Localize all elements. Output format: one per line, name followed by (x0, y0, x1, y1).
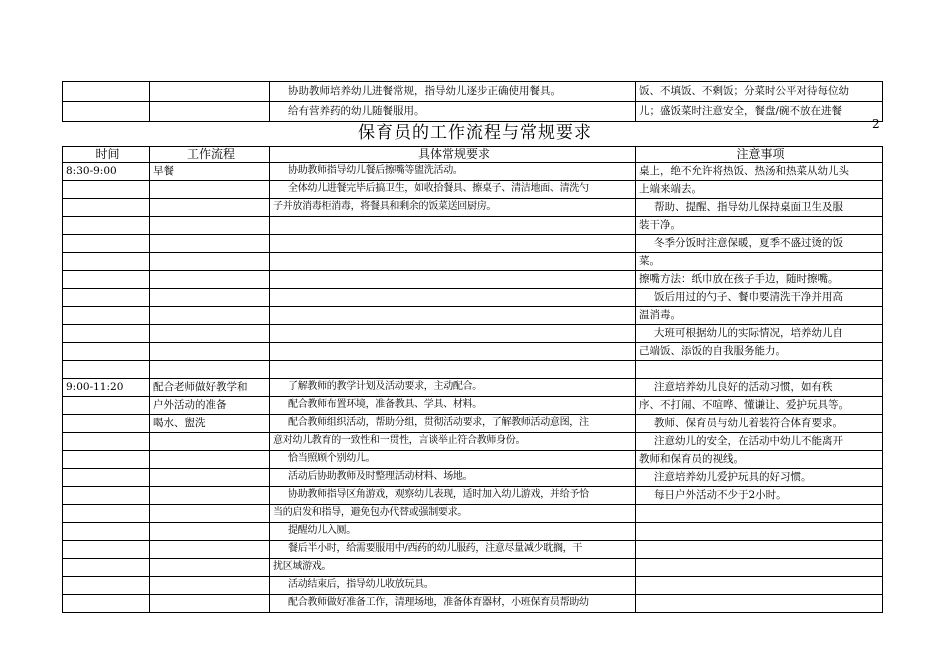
time-cell (63, 307, 150, 325)
flow-cell (150, 595, 270, 613)
header-requirements: 具体常规要求 (270, 147, 636, 163)
requirement-cell: 全体幼儿进餐完毕后搞卫生，如收拾餐具、擦桌子、清洁地面、清洗勺 (270, 181, 636, 199)
note-cell: 教师、保育员与幼儿着装符合体育要求。 (636, 415, 883, 433)
table-row (63, 577, 883, 595)
note-cell (636, 505, 883, 523)
requirement-cell (270, 289, 636, 307)
note-cell: 每日户外活动不少于2小时。 (636, 487, 883, 505)
time-cell (63, 523, 150, 541)
time-cell: 9:00-11:20 (63, 379, 150, 397)
table-row (63, 343, 883, 361)
time-cell (63, 199, 150, 217)
note-cell: 擦嘴方法：纸巾放在孩子手边，随时擦嘴。 (636, 271, 883, 289)
table-row (63, 199, 883, 217)
flow-cell (150, 102, 270, 122)
requirement-cell: 活动后协助教师及时整理活动材料、场地。 (270, 469, 636, 487)
flow-cell: 户外活动的准备 (150, 397, 270, 415)
flow-cell (150, 181, 270, 199)
time-cell (63, 397, 150, 415)
time-cell (63, 415, 150, 433)
requirement-cell: 配合教师布置环境，准备教具、学具、材料。 (270, 397, 636, 415)
table-row (63, 397, 883, 415)
note-cell: 大班可根据幼儿的实际情况，培养幼儿自 (636, 325, 883, 343)
time-cell (63, 505, 150, 523)
flow-cell (150, 307, 270, 325)
requirement-cell (270, 253, 636, 271)
requirement-cell: 餐后半小时，给需要服用中/西药的幼儿服药，注意尽量减少耽搁，干 (270, 541, 636, 559)
flow-cell (150, 199, 270, 217)
requirement-cell: 配合教师组织活动，帮助分组，贯彻活动要求，了解教师活动意图，注 (270, 415, 636, 433)
note-cell: 上端来端去。 (636, 181, 883, 199)
note-cell: 己端饭、添饭的自我服务能力。 (636, 343, 883, 361)
time-cell (63, 541, 150, 559)
time-cell (63, 289, 150, 307)
note-cell (636, 361, 883, 379)
flow-cell (150, 451, 270, 469)
header-time: 时间 (63, 147, 150, 163)
requirement-cell: 子并放消毒柜消毒，将餐具和剩余的饭菜送回厨房。 (270, 199, 636, 217)
table-row (63, 433, 883, 451)
requirement-cell: 意对幼儿教育的一致性和一贯性，言谈举止符合教师身份。 (270, 433, 636, 451)
table-row (63, 379, 883, 397)
flow-cell (150, 469, 270, 487)
table-row (63, 217, 883, 235)
requirement-cell: 恰当照顾个别幼儿。 (270, 451, 636, 469)
header-notes: 注意事项 (636, 147, 883, 163)
table-row (63, 451, 883, 469)
flow-cell (150, 361, 270, 379)
time-cell (63, 361, 150, 379)
note-cell: 注意幼儿的安全，在活动中幼儿不能离开 (636, 433, 883, 451)
flow-cell (150, 505, 270, 523)
time-cell (63, 325, 150, 343)
note-cell (636, 559, 883, 577)
time-cell (63, 235, 150, 253)
requirement-cell: 当的启发和指导，避免包办代替或强制要求。 (270, 505, 636, 523)
requirement-cell: 给有营养药的幼儿随餐服用。 (270, 102, 636, 122)
flow-cell (150, 289, 270, 307)
note-cell: 桌上，绝不允许将热饭、热汤和热菜从幼儿头 (636, 163, 883, 181)
time-cell (63, 271, 150, 289)
note-cell: 饭后用过的勺子、餐巾要清洗干净并用高 (636, 289, 883, 307)
note-cell: 菜。 (636, 253, 883, 271)
time-cell (63, 217, 150, 235)
table-header-row (63, 147, 883, 163)
table-row (63, 559, 883, 577)
flow-cell: 喝水、盥洗 (150, 415, 270, 433)
table-row (63, 595, 883, 613)
table-row (63, 541, 883, 559)
table-row (63, 253, 883, 271)
table-row (63, 181, 883, 199)
flow-cell (150, 217, 270, 235)
note-cell (636, 577, 883, 595)
time-cell (63, 451, 150, 469)
requirement-cell (270, 361, 636, 379)
time-cell (63, 343, 150, 361)
requirement-cell (270, 343, 636, 361)
time-cell (63, 433, 150, 451)
time-cell (63, 487, 150, 505)
table-row (63, 487, 883, 505)
time-cell: 8:30-9:00 (63, 163, 150, 181)
table-row (63, 102, 883, 122)
time-cell (63, 577, 150, 595)
time-cell (63, 181, 150, 199)
requirement-cell: 提醒幼儿入厕。 (270, 523, 636, 541)
note-cell: 教师和保育员的视线。 (636, 451, 883, 469)
flow-cell (150, 433, 270, 451)
table-row (63, 325, 883, 343)
table-row (63, 82, 883, 102)
table-row (63, 307, 883, 325)
flow-cell (150, 271, 270, 289)
flow-cell (150, 82, 270, 102)
page-title: 保育员的工作流程与常规要求 (358, 123, 592, 143)
note-cell: 注意培养幼儿爱护玩具的好习惯。 (636, 469, 883, 487)
requirement-cell: 了解教师的教学计划及活动要求，主动配合。 (270, 379, 636, 397)
note-cell: 儿；盛饭菜时注意安全，餐盘/碗不放在进餐 (636, 102, 883, 122)
table-row (63, 235, 883, 253)
flow-cell: 配合老师做好教学和 (150, 379, 270, 397)
flow-cell (150, 541, 270, 559)
note-cell: 序、不打闹、不喧哗、懂谦让、爱护玩具等。 (636, 397, 883, 415)
flow-cell (150, 523, 270, 541)
note-cell: 饭、不填饭、不剩饭；分菜时公平对待每位幼 (636, 82, 883, 102)
note-cell: 帮助、提醒、指导幼儿保持桌面卫生及服 (636, 199, 883, 217)
note-cell (636, 541, 883, 559)
flow-cell (150, 343, 270, 361)
table-row (63, 163, 883, 181)
table-row (63, 523, 883, 541)
requirement-cell (270, 235, 636, 253)
table-row (63, 289, 883, 307)
flow-cell (150, 325, 270, 343)
requirement-cell: 协助教师培养幼儿进餐常规，指导幼儿逐步正确使用餐具。 (270, 82, 636, 102)
flow-cell (150, 559, 270, 577)
requirement-cell: 协助教师指导幼儿餐后擦嘴等盥洗活动。 (270, 163, 636, 181)
header-flow: 工作流程 (150, 147, 270, 163)
requirement-cell (270, 307, 636, 325)
flow-cell (150, 487, 270, 505)
previous-page-table (62, 81, 883, 122)
note-cell: 注意培养幼儿良好的活动习惯，如有秩 (636, 379, 883, 397)
requirement-cell (270, 325, 636, 343)
table-row (63, 361, 883, 379)
requirement-cell: 活动结束后，指导幼儿收放玩具。 (270, 577, 636, 595)
requirement-cell: 协助教师指导区角游戏，观察幼儿表现，适时加入幼儿游戏，并给予恰 (270, 487, 636, 505)
flow-cell: 早餐 (150, 163, 270, 181)
note-cell: 装干净。 (636, 217, 883, 235)
page-number: 2 (872, 117, 880, 131)
time-cell (63, 82, 150, 102)
table-row (63, 415, 883, 433)
requirement-cell (270, 217, 636, 235)
time-cell (63, 469, 150, 487)
table-row (63, 469, 883, 487)
flow-cell (150, 577, 270, 595)
flow-cell (150, 235, 270, 253)
requirement-cell: 扰区域游戏。 (270, 559, 636, 577)
time-cell (63, 595, 150, 613)
note-cell: 温消毒。 (636, 307, 883, 325)
requirement-cell (270, 271, 636, 289)
time-cell (63, 559, 150, 577)
note-cell (636, 595, 883, 613)
note-cell: 冬季分饭时注意保暖，夏季不盛过烫的饭 (636, 235, 883, 253)
time-cell (63, 102, 150, 122)
table-row (63, 271, 883, 289)
workflow-table (62, 146, 883, 613)
requirement-cell: 配合教师做好准备工作，清理场地，准备体育器材，小班保育员帮助幼 (270, 595, 636, 613)
time-cell (63, 253, 150, 271)
flow-cell (150, 253, 270, 271)
table-row (63, 505, 883, 523)
note-cell (636, 523, 883, 541)
